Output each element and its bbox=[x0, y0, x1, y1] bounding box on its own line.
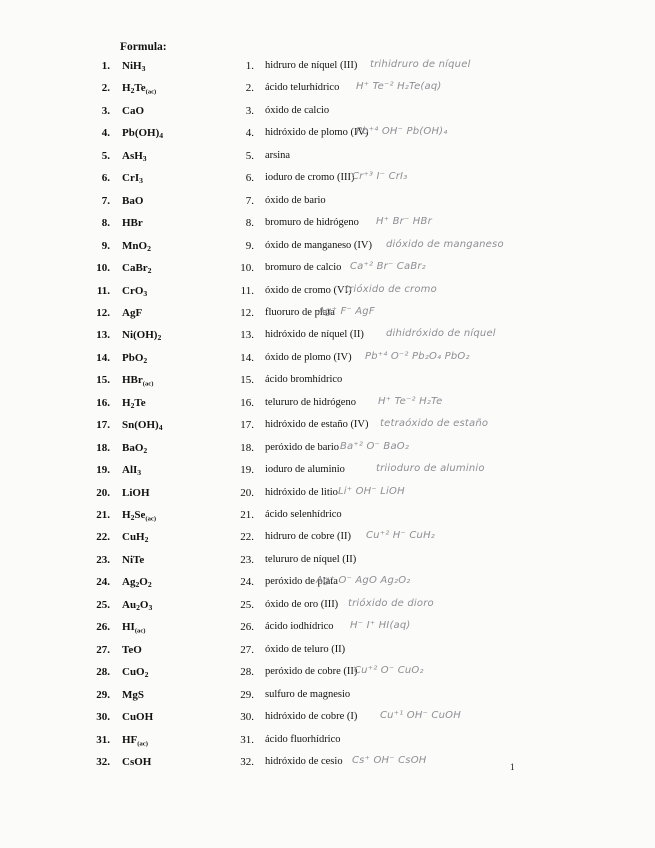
name-number: 10. bbox=[240, 262, 254, 275]
name-number: 12. bbox=[240, 306, 254, 319]
name-number: 15. bbox=[240, 374, 254, 387]
compound-name: ioduro de aluminio bbox=[265, 464, 345, 476]
formula-part: H bbox=[122, 82, 131, 95]
formula-part: AsH bbox=[122, 149, 143, 162]
handwritten-answer: H⁻ I⁺ HI(aq) bbox=[350, 620, 411, 632]
compound-name: ácido fluorhídrico bbox=[265, 733, 341, 745]
formula-part: MnO bbox=[122, 239, 148, 252]
formula-part: HI bbox=[122, 621, 135, 634]
handwritten-answer: Cr⁺³ I⁻ CrI₃ bbox=[352, 171, 408, 183]
formula-part: 4 bbox=[159, 131, 164, 141]
handwritten-answer: H⁺ Te⁻² H₂Te bbox=[378, 395, 443, 407]
formula-part: PbO bbox=[122, 351, 144, 364]
exercise-row bbox=[0, 105, 655, 123]
compound-name: arsina bbox=[265, 149, 291, 161]
row-number: 15. bbox=[96, 374, 110, 387]
formula-part: Te bbox=[134, 82, 146, 95]
chemical-formula bbox=[122, 554, 144, 566]
chemical-formula bbox=[122, 217, 143, 229]
chemical-formula bbox=[122, 689, 144, 701]
formula-part: 2 bbox=[130, 86, 135, 96]
formula-part: CrI bbox=[122, 172, 140, 185]
chemical-formula bbox=[122, 464, 141, 476]
exercise-row bbox=[0, 621, 655, 639]
handwritten-answer: Cu⁺² H⁻ CuH₂ bbox=[366, 530, 436, 542]
name-number: 1. bbox=[245, 60, 254, 72]
row-number: 4. bbox=[101, 127, 110, 140]
formula-part: CaO bbox=[122, 104, 144, 117]
formula-part: 4 bbox=[158, 423, 163, 433]
chemical-formula bbox=[122, 442, 147, 454]
row-number: 12. bbox=[96, 306, 110, 319]
formula-part: 2 bbox=[157, 333, 162, 343]
formula-part: BaO bbox=[122, 194, 144, 207]
formula-part: (ac) bbox=[137, 739, 148, 747]
chemical-formula bbox=[122, 621, 145, 633]
name-number: 4. bbox=[245, 127, 254, 140]
chemical-formula bbox=[122, 195, 143, 207]
name-number: 20. bbox=[240, 486, 254, 499]
handwritten-answer: Pb⁺⁴ OH⁻ Pb(OH)₄ bbox=[356, 126, 448, 138]
chemical-formula bbox=[122, 756, 151, 768]
formula-part: (ac) bbox=[142, 380, 154, 388]
handwritten-answer: dióxido de manganeso bbox=[386, 238, 504, 250]
compound-name: óxido de calcio bbox=[265, 104, 330, 116]
exercise-row bbox=[0, 195, 655, 213]
exercise-row bbox=[0, 442, 655, 460]
exercise-row bbox=[0, 172, 655, 190]
chemical-formula bbox=[122, 329, 161, 341]
chemical-formula bbox=[122, 127, 163, 139]
formula-part: MgS bbox=[122, 688, 144, 701]
compound-name: ácido telurhídrico bbox=[265, 82, 340, 94]
exercise-row bbox=[0, 307, 655, 325]
compound-name: óxido de plomo (IV) bbox=[265, 351, 352, 363]
chemical-formula bbox=[122, 105, 144, 117]
formula-part: 2 bbox=[136, 602, 140, 612]
row-number: 19. bbox=[96, 464, 110, 477]
compound-name: hidróxido de plomo (IV) bbox=[265, 127, 369, 139]
formula-part: 3 bbox=[148, 602, 153, 612]
exercise-row bbox=[0, 554, 655, 572]
chemical-formula bbox=[122, 82, 156, 94]
compound-name: bromuro de calcio bbox=[265, 262, 342, 274]
compound-name: bromuro de hidrógeno bbox=[265, 217, 359, 229]
name-number: 2. bbox=[245, 82, 254, 95]
formula-part: HBr bbox=[122, 217, 143, 230]
exercise-row bbox=[0, 150, 655, 168]
chemical-formula bbox=[122, 666, 148, 678]
compound-name: hidruro de níquel (III) bbox=[265, 60, 358, 71]
row-number: 8. bbox=[101, 217, 110, 230]
handwritten-answer: tetraóxido de estaño bbox=[380, 418, 489, 430]
chemical-formula bbox=[122, 419, 163, 431]
name-number: 11. bbox=[240, 284, 254, 297]
handwritten-answer: Ag⁺ F⁻ AgF bbox=[318, 305, 375, 317]
chemical-formula bbox=[122, 599, 152, 611]
name-number: 8. bbox=[245, 217, 254, 230]
row-number: 2. bbox=[101, 82, 110, 95]
chemical-formula bbox=[122, 509, 156, 521]
exercise-row bbox=[0, 464, 655, 482]
formula-part: 2 bbox=[147, 580, 152, 590]
page-number: 1 bbox=[510, 762, 515, 772]
formula-part: 2 bbox=[130, 512, 135, 522]
chemical-formula bbox=[122, 307, 142, 319]
exercise-row bbox=[0, 644, 655, 662]
row-number: 20. bbox=[96, 486, 110, 499]
formula-part: TeO bbox=[122, 643, 142, 656]
formula-part: 2 bbox=[147, 243, 151, 253]
handwritten-answer: Cu⁺² O⁻ CuO₂ bbox=[354, 665, 424, 677]
row-number: 29. bbox=[96, 688, 110, 701]
exercise-row bbox=[0, 689, 655, 707]
exercise-row bbox=[0, 285, 655, 303]
formula-part: Sn(OH) bbox=[122, 419, 159, 432]
chemical-formula bbox=[122, 711, 153, 723]
formula-part: H bbox=[122, 396, 131, 409]
formula-part: 3 bbox=[137, 468, 142, 478]
compound-name: óxido de oro (III) bbox=[265, 598, 339, 610]
exercise-row bbox=[0, 576, 655, 594]
exercise-row bbox=[0, 82, 655, 100]
formula-part: 2 bbox=[144, 670, 149, 680]
row-number: 1. bbox=[101, 60, 110, 72]
chemical-formula bbox=[122, 374, 153, 386]
formula-part: CsOH bbox=[122, 755, 152, 768]
handwritten-answer: Pb⁺⁴ O⁻² Pb₂O₄ PbO₂ bbox=[365, 350, 470, 362]
formula-part: NiH bbox=[122, 60, 142, 72]
row-number: 30. bbox=[96, 711, 110, 724]
formula-part: CuOH bbox=[122, 711, 154, 724]
name-number: 6. bbox=[245, 172, 254, 185]
name-number: 29. bbox=[240, 688, 254, 701]
chemical-formula bbox=[122, 285, 147, 297]
formula-part: CaBr bbox=[122, 262, 148, 275]
handwritten-answer: H⁺ Br⁻ HBr bbox=[376, 216, 432, 228]
row-number: 32. bbox=[96, 755, 110, 768]
compound-name: peróxido de cobre (II) bbox=[265, 666, 358, 678]
handwritten-answer: Li⁺ OH⁻ LiOH bbox=[338, 485, 405, 497]
row-number: 7. bbox=[101, 194, 110, 207]
formula-part: HF bbox=[122, 733, 138, 746]
row-number: 13. bbox=[96, 329, 110, 342]
row-number: 22. bbox=[96, 531, 110, 544]
compound-name: peróxido de plata bbox=[265, 576, 338, 588]
handwritten-answer: Cu⁺¹ OH⁻ CuOH bbox=[380, 710, 461, 722]
formula-part: Ni(OH) bbox=[122, 329, 158, 342]
exercise-row bbox=[0, 711, 655, 729]
formula-part: AgF bbox=[122, 306, 143, 319]
formula-part: 2 bbox=[130, 400, 135, 410]
formula-part: 2 bbox=[135, 580, 140, 590]
formula-header: Formula: bbox=[120, 41, 167, 53]
formula-part: 2 bbox=[143, 355, 148, 365]
compound-name: óxido de teluro (II) bbox=[265, 643, 346, 655]
formula-part: (ac) bbox=[145, 88, 157, 96]
formula-part: O bbox=[139, 598, 149, 611]
compound-name: hidruro de cobre (II) bbox=[265, 531, 351, 543]
name-number: 16. bbox=[240, 396, 254, 409]
compound-name: hidróxido de litio bbox=[265, 486, 338, 498]
formula-part: HBr bbox=[122, 374, 143, 387]
exercise-row bbox=[0, 240, 655, 258]
compound-name: peróxido de bario bbox=[265, 441, 340, 453]
name-number: 5. bbox=[245, 149, 254, 162]
formula-part: (ac) bbox=[145, 515, 157, 523]
exercise-row bbox=[0, 217, 655, 235]
chemical-formula bbox=[122, 240, 151, 252]
handwritten-answer: Ca⁺² Br⁻ CaBr₂ bbox=[350, 261, 426, 273]
exercise-row bbox=[0, 666, 655, 684]
row-number: 17. bbox=[96, 419, 110, 432]
chemical-formula bbox=[122, 262, 152, 274]
exercise-row bbox=[0, 419, 655, 437]
handwritten-answer: Ba⁺² O⁻ BaO₂ bbox=[340, 440, 410, 452]
name-number: 19. bbox=[240, 464, 254, 477]
compound-name: ácido bromhídrico bbox=[265, 374, 343, 386]
name-number: 32. bbox=[240, 755, 254, 768]
formula-part: 2 bbox=[143, 445, 148, 455]
exercise-row bbox=[0, 262, 655, 280]
formula-part: O bbox=[139, 576, 148, 589]
row-number: 5. bbox=[101, 149, 110, 162]
compound-name: sulfuro de magnesio bbox=[265, 688, 351, 700]
compound-name: telururo de hidrógeno bbox=[265, 396, 356, 408]
name-number: 21. bbox=[240, 509, 254, 521]
handwritten-answer: trióxido de cromo bbox=[345, 283, 437, 295]
name-number: 22. bbox=[240, 531, 254, 544]
handwritten-answer: Ag⁺ O⁻ AgO Ag₂O₂ bbox=[316, 575, 411, 587]
formula-part: 3 bbox=[142, 153, 147, 163]
row-number: 11. bbox=[96, 284, 110, 297]
name-number: 28. bbox=[240, 666, 254, 679]
exercise-row bbox=[0, 599, 655, 617]
row-number: 25. bbox=[96, 598, 110, 611]
exercise-row bbox=[0, 127, 655, 145]
chemical-formula bbox=[122, 397, 146, 409]
row-number: 14. bbox=[96, 351, 110, 364]
chemical-formula bbox=[122, 576, 152, 588]
formula-part: Au bbox=[122, 598, 137, 611]
chemical-formula bbox=[122, 352, 147, 364]
compound-name: fluoruro de plata bbox=[265, 306, 335, 318]
name-number: 9. bbox=[245, 239, 254, 252]
formula-part: 3 bbox=[139, 176, 143, 186]
compound-name: óxido de bario bbox=[265, 194, 326, 206]
formula-part: AlI bbox=[122, 464, 138, 477]
compound-name: ioduro de cromo (III) bbox=[265, 172, 355, 184]
name-number: 14. bbox=[240, 351, 254, 364]
chemical-formula bbox=[122, 487, 150, 499]
name-number: 25. bbox=[240, 598, 254, 611]
row-number: 23. bbox=[96, 553, 110, 566]
compound-name: ácido iodhídrico bbox=[265, 621, 334, 633]
chemical-formula bbox=[122, 150, 147, 162]
compound-name: óxido de cromo (VI) bbox=[265, 284, 352, 296]
row-number: 6. bbox=[101, 172, 110, 185]
name-number: 18. bbox=[240, 441, 254, 454]
row-number: 24. bbox=[96, 576, 110, 589]
row-number: 31. bbox=[96, 733, 110, 746]
formula-part: LiOH bbox=[122, 486, 150, 499]
name-number: 30. bbox=[240, 711, 254, 724]
chemical-formula bbox=[122, 60, 145, 72]
formula-part: 3 bbox=[143, 288, 148, 298]
chemical-formula bbox=[122, 531, 148, 543]
compound-name: hidróxido de cesio bbox=[265, 755, 343, 767]
row-number: 28. bbox=[96, 666, 110, 679]
name-number: 23. bbox=[240, 553, 254, 566]
name-number: 24. bbox=[240, 576, 254, 589]
compound-name: hidróxido de níquel (II) bbox=[265, 329, 364, 341]
name-number: 31. bbox=[240, 733, 254, 746]
formula-part: (ac) bbox=[134, 627, 146, 635]
exercise-row bbox=[0, 509, 655, 527]
formula-part: 3 bbox=[141, 63, 146, 73]
chemical-formula bbox=[122, 734, 148, 746]
name-number: 3. bbox=[245, 104, 254, 117]
name-number: 7. bbox=[245, 194, 254, 207]
name-number: 27. bbox=[240, 643, 254, 656]
row-number: 27. bbox=[96, 643, 110, 656]
formula-part: 2 bbox=[147, 265, 152, 275]
compound-name: telururo de níquel (II) bbox=[265, 553, 357, 565]
exercise-row bbox=[0, 487, 655, 505]
row-number: 9. bbox=[101, 239, 110, 252]
handwritten-answer: triioduro de aluminio bbox=[376, 463, 485, 475]
exercise-row bbox=[0, 531, 655, 549]
row-number: 3. bbox=[101, 104, 110, 117]
handwritten-answer: trióxido de diorо bbox=[348, 597, 434, 609]
formula-part: Te bbox=[134, 396, 146, 409]
formula-part: Ag bbox=[122, 576, 136, 589]
compound-name: ácido selenhídrico bbox=[265, 509, 342, 520]
exercise-row bbox=[0, 756, 655, 774]
row-number: 18. bbox=[96, 441, 110, 454]
formula-part: BaO bbox=[122, 441, 144, 454]
name-number: 17. bbox=[240, 419, 254, 432]
formula-part: Se bbox=[134, 509, 146, 521]
compound-name: hidróxido de estaño (IV) bbox=[265, 419, 369, 431]
row-number: 16. bbox=[96, 396, 110, 409]
name-number: 26. bbox=[240, 621, 254, 634]
formula-part: NiTe bbox=[122, 553, 145, 566]
exercise-row bbox=[0, 60, 655, 78]
row-number: 10. bbox=[96, 262, 110, 275]
compound-name: óxido de manganeso (IV) bbox=[265, 239, 373, 251]
handwritten-answer: trihidruro de níquel bbox=[370, 59, 471, 70]
exercise-row bbox=[0, 397, 655, 415]
handwritten-answer: Cs⁺ OH⁻ CsOH bbox=[352, 754, 427, 766]
formula-part: CuH bbox=[122, 531, 145, 544]
exercise-row bbox=[0, 329, 655, 347]
formula-part: H bbox=[122, 509, 131, 521]
formula-part: Pb(OH) bbox=[122, 127, 160, 140]
formula-part: 2 bbox=[144, 535, 149, 545]
exercise-row bbox=[0, 734, 655, 752]
exercise-row bbox=[0, 374, 655, 392]
exercise-row bbox=[0, 352, 655, 370]
compound-name: hidróxido de cobre (I) bbox=[265, 711, 358, 723]
handwritten-answer: dihidróxido de níquel bbox=[386, 328, 496, 340]
chemical-formula bbox=[122, 644, 142, 656]
row-number: 21. bbox=[96, 509, 110, 521]
row-number: 26. bbox=[96, 621, 110, 634]
formula-part: CrO bbox=[122, 284, 144, 297]
chemical-formula bbox=[122, 172, 143, 184]
name-number: 13. bbox=[240, 329, 254, 342]
formula-part: CuO bbox=[122, 666, 145, 679]
handwritten-answer: H⁺ Te⁻² H₂Te(aq) bbox=[356, 81, 442, 93]
